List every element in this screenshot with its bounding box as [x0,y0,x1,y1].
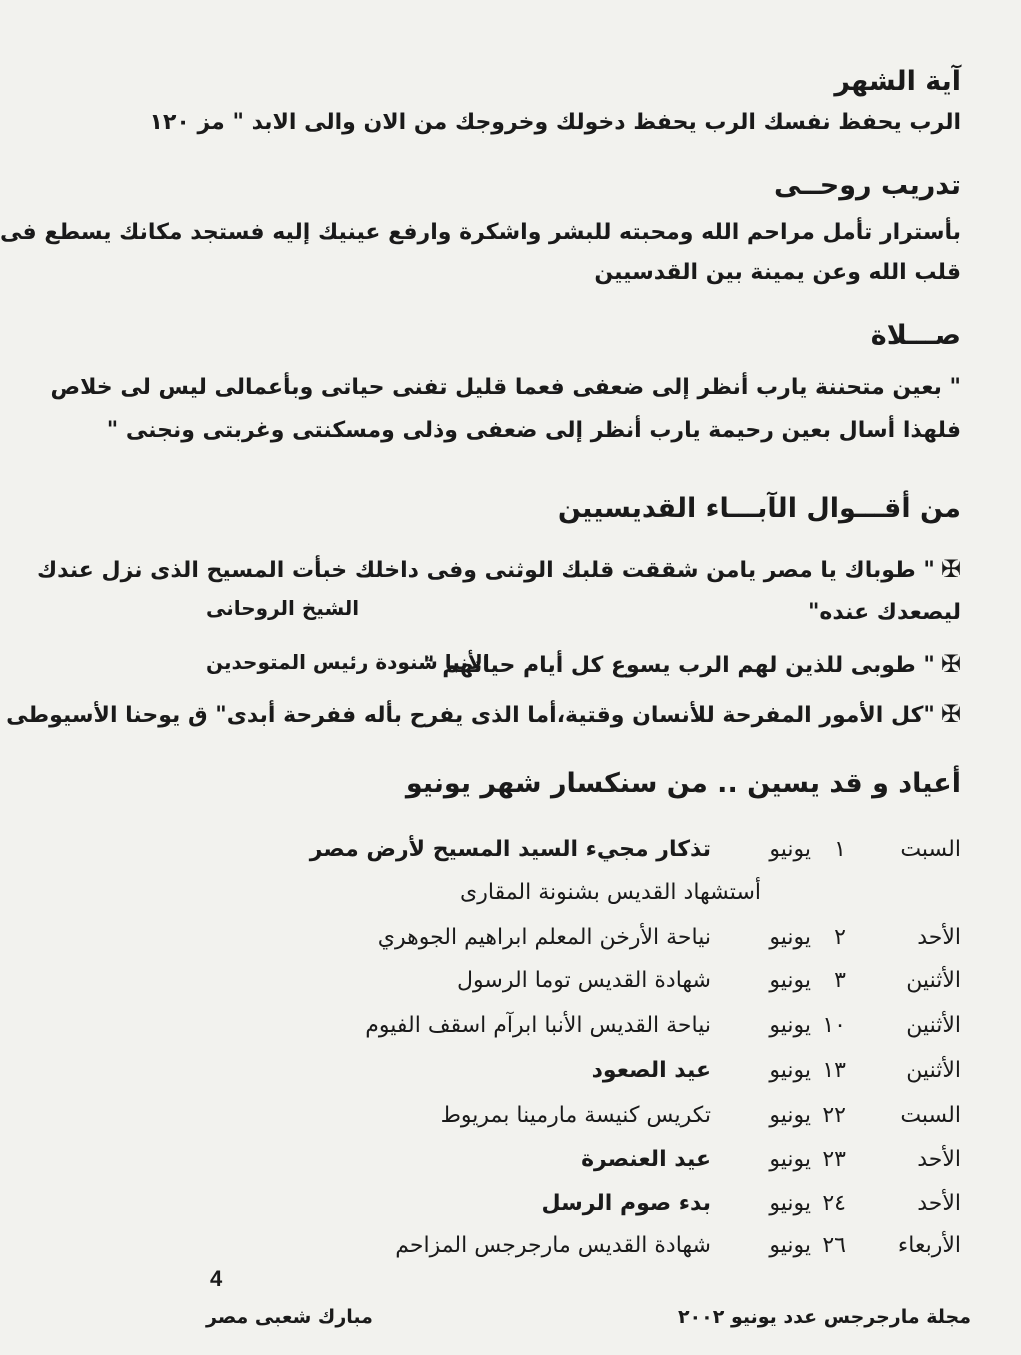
feast-month: يونيو [769,1058,811,1083]
verse-heading: آية الشهر [834,66,961,97]
feast-event: شهادة القديس مارجرجس المزاحم [395,1233,711,1258]
feast-month: يونيو [769,1233,811,1258]
training-heading: تدريب روحــى [774,170,961,201]
feast-event: أستشهاد القديس بشنونة المقارى [460,880,761,905]
page-number: 4 [210,1266,223,1291]
footer-blessing: مبارك شعبى مصر [206,1306,373,1328]
feast-day: الأحد [917,1191,961,1216]
saying-3-line [6,700,961,728]
feast-date-number: ١٣ [822,1058,846,1083]
feast-row [206,1013,961,1047]
saying-1-line-2: ليصعدك عنده" [807,600,961,625]
training-line-2: قلب الله وعن يمينة بين القدسيين [594,260,961,285]
saying-text: "كل الأمور المفرحة للأنسان وقتية،أما الذى يفرح بأله ففرحة أبدى" ق يوحنا الأسيوطى [6,703,935,728]
saying-1-author: الشيخ الروحانى [206,596,360,620]
feast-day: الأحد [917,1147,961,1172]
feast-month: يونيو [769,1147,811,1172]
feast-day: السبت [900,837,961,862]
feast-event: بدء صوم الرسل [541,1191,711,1216]
feast-row [206,925,961,959]
feast-row [206,1191,961,1225]
feast-row [206,837,961,871]
feast-row [206,1147,961,1181]
prayer-heading: صـــلاة [870,320,961,351]
feast-date-number: ١٠ [822,1013,846,1038]
cross-icon: ✠ [940,555,961,583]
prayer-line-2: فلهذا أسال بعين رحيمة يارب أنظر إلى ضعفى وذلى ومسكنتى وغربتى ونجنى " [106,418,961,443]
saying-2-author: الأنبا شنودة رئيس المتوحدين [206,650,490,674]
feast-date-number: ٢٤ [822,1191,846,1216]
prayer-line-1: " بعين متحننة يارب أنظر إلى ضعفى فعما قليل تفنى حياتى وبأعمالى ليس لى خلاص [50,375,961,400]
cross-icon: ✠ [940,650,961,678]
feasts-heading: أعياد و قد يسين .. من سنكسار شهر يونيو [405,768,961,799]
footer-magazine: مجلة مارجرجس عدد يونيو ٢٠٠٢ [677,1306,971,1328]
saying-text: " طوباك يا مصر يامن شققت قلبك الوثنى وفى داخلك خبأت المسيح الذى نزل عندك [36,558,935,583]
feast-month: يونيو [769,1013,811,1038]
feast-month: يونيو [769,968,811,993]
feast-month: يونيو [769,925,811,950]
verse-text: الرب يحفظ نفسك الرب يحفظ دخولك وخروجك من الان والى الابد " مز ١٢٠ [149,110,961,135]
feast-event: شهادة القديس توما الرسول [457,968,711,993]
feast-date-number: ٢٢ [822,1103,846,1128]
sayings-heading: من أقـــوال الآبـــاء القديسيين [557,493,961,524]
feast-month: يونيو [769,837,811,862]
training-line-1: بأسترار تأمل مراحم الله ومحبته للبشر واشكرة وارفع عينيك إليه فستجد مكانك يسطع فى [0,220,961,245]
feast-date-number: ٢٣ [822,1147,846,1172]
feast-day: الأثنين [906,1013,961,1038]
feast-day: الأحد [917,925,961,950]
feast-event: عيد العنصرة [581,1147,711,1172]
feast-day: الأثنين [906,968,961,993]
saying-1-line-1 [36,555,961,583]
feast-event: تكريس كنيسة مارمينا بمريوط [440,1103,711,1128]
feast-row [206,968,961,1002]
feast-day: السبت [900,1103,961,1128]
feast-row [206,880,961,914]
cross-icon: ✠ [940,700,961,728]
feast-date-number: ٢٦ [822,1233,846,1258]
feast-day: الأربعاء [897,1233,961,1258]
feast-date-number: ١ [834,837,846,862]
feast-row [206,1103,961,1137]
feast-event: عيد الصعود [591,1058,711,1083]
feast-day: الأثنين [906,1058,961,1083]
feast-month: يونيو [769,1191,811,1216]
saying-text: " طوبى للذين لهم الرب يسوع كل أيام حياتهم " [423,653,935,678]
feast-date-number: ٣ [834,968,846,993]
feast-event: نياحة القديس الأنبا ابرآم اسقف الفيوم [365,1013,711,1038]
feast-event: تذكار مجيء السيد المسيح لأرض مصر [309,837,711,862]
feast-event: نياحة الأرخن المعلم ابراهيم الجوهري [377,925,711,950]
feast-month: يونيو [769,1103,811,1128]
feast-date-number: ٢ [834,925,846,950]
feast-row [206,1233,961,1267]
feast-row [206,1058,961,1092]
